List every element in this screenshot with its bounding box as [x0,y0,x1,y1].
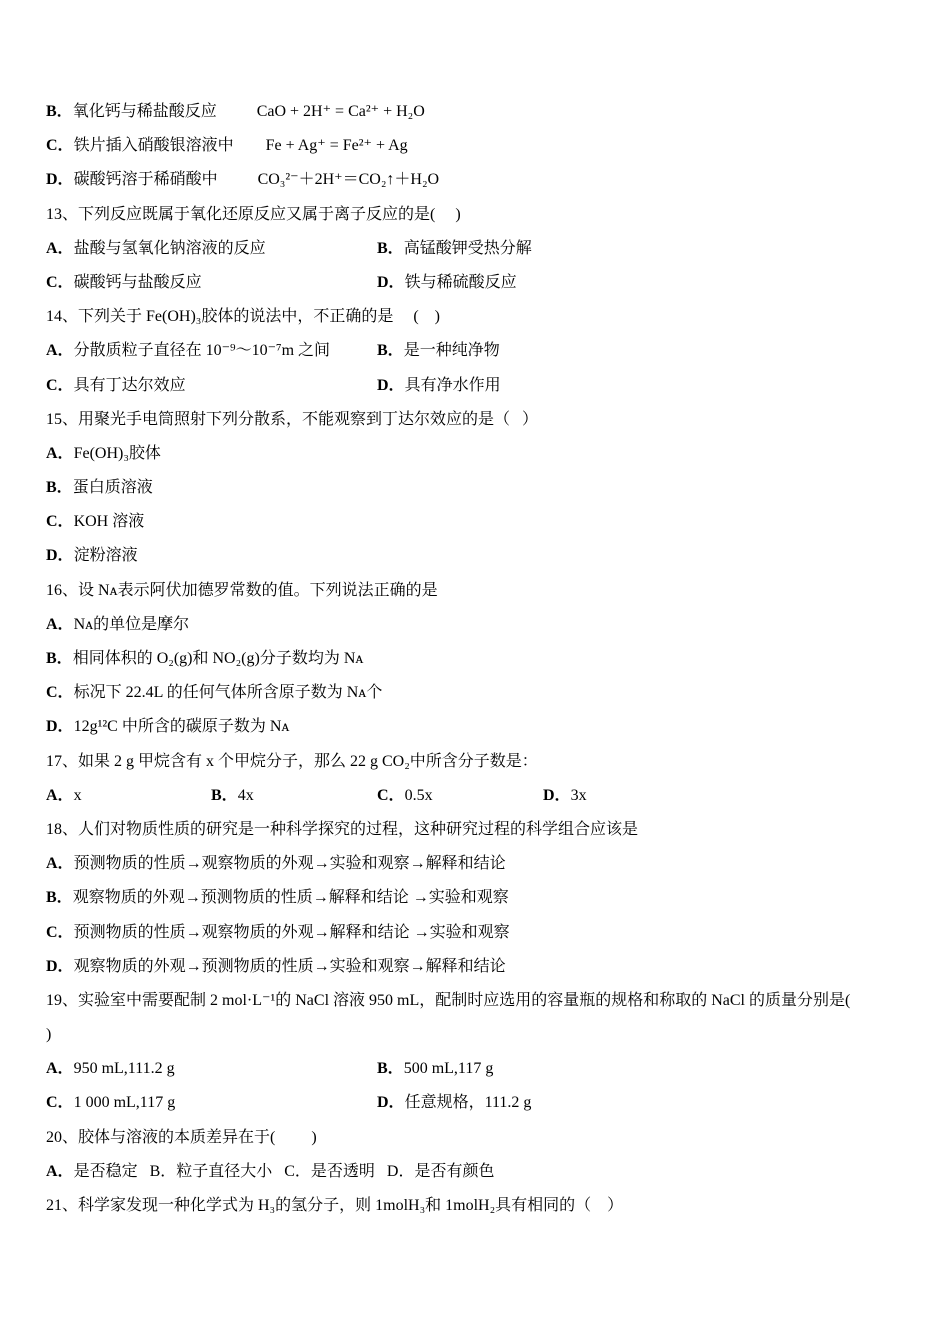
option-label: B． [377,342,404,360]
option [46,163,439,197]
document-line [46,505,906,539]
line-text: 19、实验室中需要配制 2 mol·L⁻¹的 NaCl 溶液 950 mL，配制时应选用的容量瓶的规格和称取的 NaCl 的质量分别是( [46,991,851,1009]
line-text: 12g¹²C 中所含的碳原子数为 Nᴀ [73,718,290,736]
line-text: 4x [237,786,254,804]
option [46,232,266,266]
line-text: 观察物质的外观→预测物质的性质→解释和结论 →实验和观察 [72,889,509,907]
option [211,779,254,813]
option [377,1052,493,1086]
document-line [46,471,906,505]
line-text: 21、科学家发现一种化学式为 H₃的氢分子，则 1molH₃和 1molH₂具有相同的（ ） [46,1197,624,1214]
document-line [46,437,906,471]
line-text: 蛋白质溶液 [72,479,153,497]
document-line [46,300,906,334]
option [46,1052,175,1086]
option-label: B． [46,889,73,907]
document-line [46,779,906,813]
line-text: 氧化钙与稀盐酸反应 CaO + 2H⁺ = Ca²⁺ + H₂O [72,103,425,120]
document-line [46,1155,906,1189]
line-text: 18、人们对物质性质的研究是一种科学探究的过程，这种研究过程的科学组合应该是 [46,820,639,838]
option-label: A． [46,615,74,633]
line-text: 高锰酸钾受热分解 [403,239,532,257]
line-text: x [73,786,82,804]
line-text: 分散质粒子直径在 10⁻⁹～10⁻⁷m 之间 [73,342,331,360]
option-label: B． [377,1060,404,1078]
line-text: 15、用聚光手电筒照射下列分散系，不能观察到丁达尔效应的是（ ） [46,410,539,428]
document-line [46,881,906,915]
document-line [46,916,906,950]
question-text [46,1018,51,1052]
document-line [46,710,906,744]
option [46,950,506,984]
option [46,881,509,915]
line-text: 铁与稀硫酸反应 [404,273,517,291]
document-line [46,1052,906,1086]
option [377,334,500,368]
document-line [46,198,906,232]
document-line [46,642,906,676]
line-text: 具有丁达尔效应 [73,376,186,394]
option [46,471,153,505]
option-label: A． [46,239,74,257]
question-text [46,1189,623,1223]
document-line [46,266,906,300]
question-text [46,403,538,437]
document-line [46,129,906,163]
line-text: 淀粉溶液 [73,547,138,565]
option-label: D． [377,376,405,394]
option [377,266,517,300]
option [543,779,587,813]
document-line [46,984,906,1018]
option [46,916,510,950]
question-text [46,1121,317,1155]
document-line [46,813,906,847]
line-text: 盐酸与氢氧化钠溶液的反应 [73,239,266,257]
option-label: C． [46,137,74,155]
document-line [46,608,906,642]
line-text: 铁片插入硝酸银溶液中 Fe + Ag⁺ = Fe²⁺ + Ag [73,137,408,155]
line-text: Nᴀ的单位是摩尔 [73,615,190,633]
option-label: A． [46,1162,74,1180]
line-text: KOH 溶液 [73,513,145,531]
document-line [46,950,906,984]
document-line [46,95,906,129]
question-text [46,984,850,1018]
option-label: B． [46,103,73,120]
option [46,539,138,573]
line-text: 950 mL,111.2 g [73,1060,175,1078]
line-text: 相同体积的 O₂(g)和 NO₂(g)分子数均为 Nᴀ [72,650,364,667]
line-text: 14、下列关于 Fe(OH)₃胶体的说法中，不正确的是 ( ) [46,308,441,326]
line-text: 20、胶体与溶液的本质差异在于( ) [46,1128,317,1146]
line-text: 观察物质的外观→预测物质的性质→实验和观察→解释和结论 [73,957,506,975]
line-text: 16、设 Nᴀ表示阿伏加德罗常数的值。下列说法正确的是 [46,581,438,599]
document-line [46,334,906,368]
option-label: A． [46,444,74,462]
document-line [46,403,906,437]
option-label: A． [46,855,74,873]
document-line [46,676,906,710]
option-label: B． [46,479,73,497]
option-label: C． [46,923,74,941]
line-text: 具有净水作用 [404,376,501,394]
option [46,642,363,676]
option-label: B． [211,786,238,804]
option [46,95,425,129]
line-text: 500 mL,117 g [403,1060,494,1078]
option-label: C． [46,684,74,702]
line-text: 是否稳定 B．粒子直径大小 C．是否透明 D．是否有颜色 [73,1162,495,1180]
question-text [46,574,438,608]
option [377,1086,531,1120]
option-label: D． [377,273,405,291]
option-label: A． [46,1060,74,1078]
option [377,232,532,266]
option-label: D． [543,786,571,804]
option-label: C． [46,1094,74,1112]
option [46,129,408,163]
option-label: A． [46,786,74,804]
option-label: C． [377,786,405,804]
document-line [46,574,906,608]
option [46,1155,494,1189]
line-text: ) [46,1026,52,1044]
option [46,608,189,642]
question-text [46,198,461,232]
document-line [46,1018,906,1052]
document-line [46,847,906,881]
option-label: B． [46,650,73,667]
option [46,779,82,813]
line-text: 0.5x [404,786,433,804]
document-line [46,163,906,197]
option [46,1086,175,1120]
line-text: 17、如果 2 g 甲烷含有 x 个甲烷分子，那么 22 g CO₂中所含分子数是： [46,752,538,770]
question-text [46,745,538,779]
option [46,334,330,368]
line-text: 预测物质的性质→观察物质的外观→解释和结论 →实验和观察 [73,923,510,941]
line-text: 是一种纯净物 [403,342,500,360]
option [46,710,289,744]
option-label: D． [46,957,74,975]
option [46,369,186,403]
line-text: Fe(OH)₃胶体 [73,444,161,462]
option-label: C． [46,376,74,394]
option-label: D． [46,547,74,565]
option-label: B． [377,239,404,257]
option-label: D． [46,718,74,736]
line-text: 预测物质的性质→观察物质的外观→实验和观察→解释和结论 [73,855,506,873]
question-text [46,300,440,334]
option-label: C． [46,273,74,291]
line-text: 任意规格，111.2 g [404,1094,532,1112]
line-text: 碳酸钙与盐酸反应 [73,273,202,291]
option [377,369,501,403]
line-text: 标况下 22.4L 的任何气体所含原子数为 Nᴀ个 [73,684,383,702]
option-label: A． [46,342,74,360]
option [46,437,161,471]
line-text: 1 000 mL,117 g [73,1094,176,1112]
option-label: D． [46,171,74,189]
option [46,266,202,300]
option [377,779,433,813]
document-page [46,95,906,1223]
line-text: 13、下列反应既属于氧化还原反应又属于离子反应的是( ) [46,205,461,223]
option-label: C． [46,513,74,531]
line-text: 3x [570,786,587,804]
document-line [46,369,906,403]
line-text: 碳酸钙溶于稀硝酸中 CO₃²⁻＋2H⁺＝CO₂↑＋H₂O [73,171,440,189]
question-text [46,813,638,847]
option [46,676,382,710]
document-line [46,1189,906,1223]
document-line [46,1121,906,1155]
document-line [46,1086,906,1120]
option [46,847,506,881]
option [46,505,144,539]
document-line [46,539,906,573]
option-label: D． [377,1094,405,1112]
document-line [46,232,906,266]
document-line [46,745,906,779]
